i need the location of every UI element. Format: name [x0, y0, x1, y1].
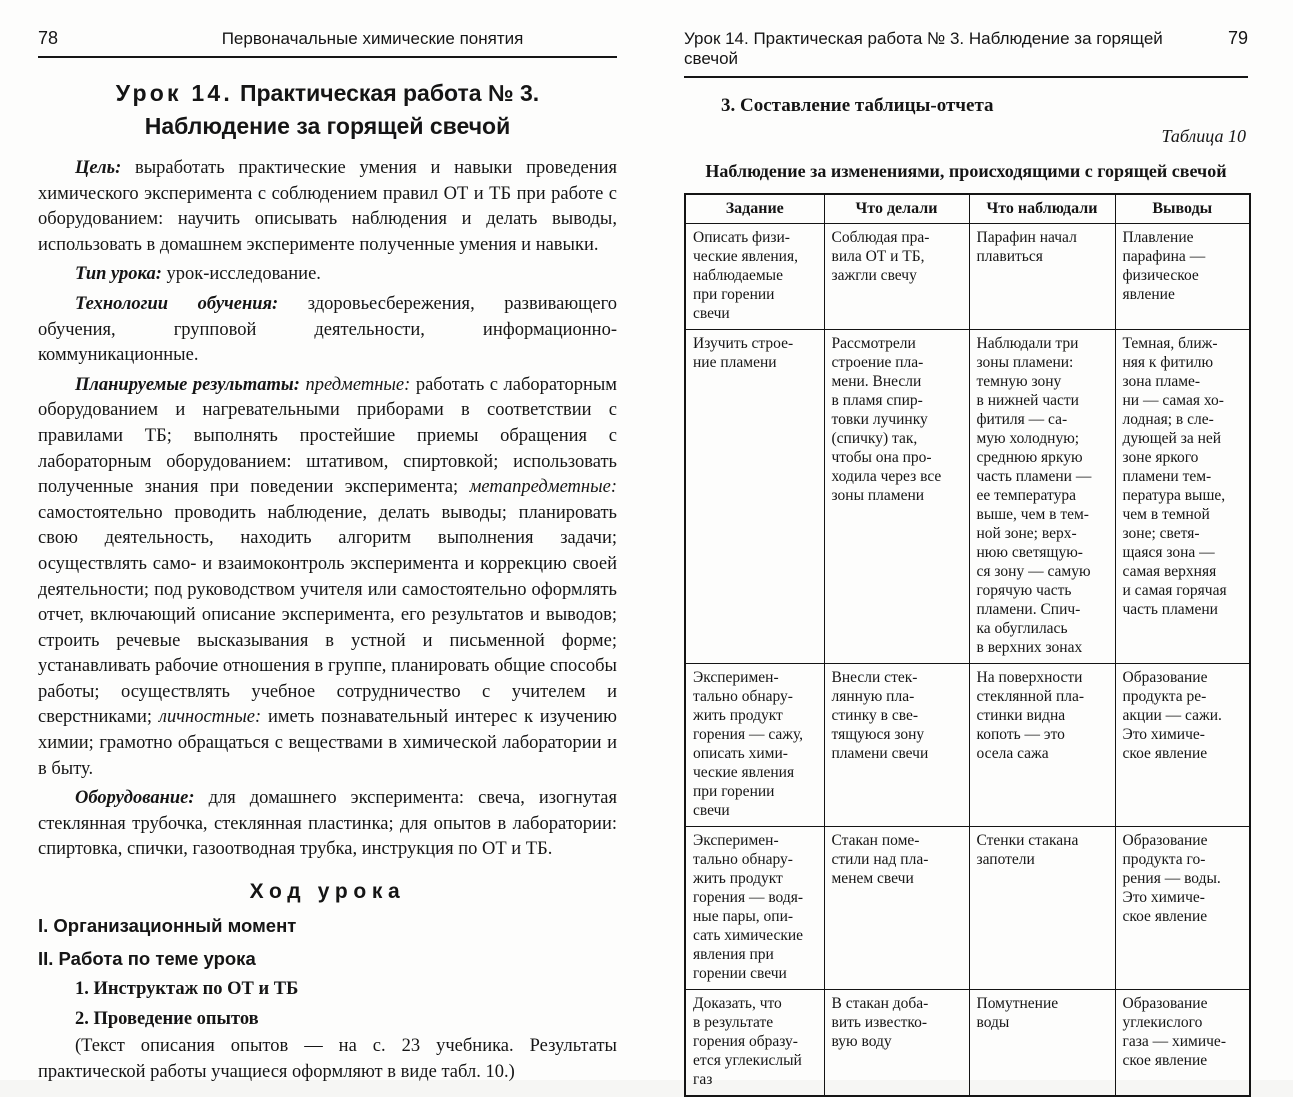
cell-observations: Парафин начал плавиться	[969, 224, 1115, 330]
planned-results-label: Планируемые результаты:	[75, 374, 300, 395]
meta-label: метапредметные:	[469, 477, 617, 498]
table-row	[685, 664, 1250, 827]
table-title: Наблюдение за изменениями, происходящими с горящей свечой	[705, 161, 1227, 181]
cell-actions: Внесли стек- лянную пла- стинку в све- тящуюся зону пламени свечи	[824, 664, 969, 827]
paragraph-technologies	[38, 292, 617, 369]
running-head-text: Первоначальные химические понятия	[221, 29, 524, 48]
table-row	[685, 224, 1250, 330]
column-header-task: Задание	[685, 194, 824, 224]
cell-conclusions: Образование продукта ре- акции — сажи. Это химиче- ское явление	[1115, 664, 1250, 827]
personal-text: иметь познавательный интерес к изучению химии; грамотно обращаться с веществами в химической лаборатории и в быту.	[38, 707, 617, 779]
personal-label: личностные:	[158, 707, 262, 728]
paragraph-lesson-type	[38, 262, 617, 288]
running-head-right	[684, 28, 1248, 78]
table-number-label: Таблица 10	[1161, 126, 1246, 146]
cell-task: Изучить строе- ние пламени	[685, 330, 824, 664]
technologies-label: Технологии обучения:	[75, 293, 279, 314]
section-organizational-moment: I. Организационный момент	[38, 915, 297, 937]
lesson-type-text: урок-исследование.	[166, 264, 321, 285]
column-header-actions: Что делали	[824, 194, 969, 224]
cell-actions: Стакан поме- стили над пла- менем свечи	[824, 827, 969, 990]
cell-task: Эксперимен- тально обнару- жить продукт горения — водя- ные пары, опи- сать химические явления при горении свечи	[685, 827, 824, 990]
observation-table	[684, 193, 1251, 1097]
subsection-safety-briefing: 1. Инструктаж по ОТ и ТБ	[75, 979, 299, 1000]
column-header-conclusions: Выводы	[1115, 194, 1250, 224]
table-header-row	[685, 194, 1250, 224]
equipment-label: Оборудование:	[75, 788, 195, 809]
cell-actions: В стакан доба- вить известко- вую воду	[824, 990, 969, 1097]
running-head-text: Урок 14. Практическая работа № 3. Наблюдение за горящей свечой	[684, 29, 1163, 68]
paragraph-note: (Текст описания опытов — на с. 23 учебника. Результаты практической работы учащиеся оформляют в виде табл. 10.)	[38, 1036, 617, 1082]
cell-observations: Помутнение воды	[969, 990, 1115, 1097]
technologies-text: здоровьесбережения, развивающего обучения, групповой деятельности, информационно-коммуникационные.	[38, 293, 617, 366]
running-head-left	[38, 28, 617, 58]
equipment-text: для домашнего эксперимента: свеча, изогнутая стеклянная трубочка, стеклянная пластинка; для опытов в лаборатории: спиртовка, спички, газоотводная трубка, инструкция по ОТ и ТБ.	[38, 788, 617, 860]
lesson-title-number: Урок 14.	[115, 80, 233, 106]
paragraph-planned-results	[38, 373, 617, 783]
paragraph-equipment	[38, 786, 617, 863]
cell-observations: Стенки стакана запотели	[969, 827, 1115, 990]
goal-label: Цель:	[75, 158, 122, 178]
cell-observations: На поверхности стеклянной пла- стинки видна копоть — это осела сажа	[969, 664, 1115, 827]
subject-label: предметные:	[305, 374, 411, 395]
table-row	[685, 330, 1250, 664]
cell-observations: Наблюдали три зоны пламени: темную зону в нижней части фитиля — са- мую холодную; среднюю яркую часть пламени — ее температура выше, чем в тем- ной зоне; верх- нюю светящую- ся зону — самую горячую часть пламени. Спич- ка обуглилась в верхних зонах	[969, 330, 1115, 664]
page-number: 79	[1227, 28, 1248, 48]
cell-conclusions: Образование углекислого газа — химиче- ское явление	[1115, 990, 1250, 1097]
table-row	[685, 827, 1250, 990]
cell-actions: Соблюдая пра- вила ОТ и ТБ, зажгли свечу	[824, 224, 969, 330]
cell-task: Описать физи- ческие явления, наблюдаемые при горении свечи	[685, 224, 824, 330]
table-row	[685, 990, 1250, 1097]
paragraph-goal	[38, 156, 617, 258]
subject-text: работать с лабораторным оборудованием и нагревательными приборами в соответствии с правилами ТБ; выполнять простейшие приемы обращения с лабораторным оборудованием: штативом, спиртовкой; использовать полученные знания при поведении эксперимента;	[38, 374, 617, 498]
cell-conclusions: Образование продукта го- рения — воды. Это химиче- ское явление	[1115, 827, 1250, 990]
cell-conclusions: Плавление парафина — физическое явление	[1115, 224, 1250, 330]
course-heading: Ход урока	[249, 880, 406, 904]
section-topic-work: II. Работа по теме урока	[38, 948, 256, 970]
lesson-title-rest: Практическая работа № 3.	[239, 80, 540, 106]
cell-task: Эксперимен- тально обнару- жить продукт горения — сажу, описать хими- ческие явления при горении свечи	[685, 664, 824, 827]
section-report-table: 3. Составление таблицы-отчета	[721, 95, 994, 116]
lesson-title-line2: Наблюдение за горящей свечой	[144, 113, 511, 139]
cell-actions: Рассмотрели строение пла- мени. Внесли в пламя спир- товки лучинку (спичку) так, чтобы она про- ходила через все зоны пламени	[824, 330, 969, 664]
meta-text: самостоятельно проводить наблюдение, делать выводы; планировать свою деятельность, находить алгоритм выполнения задачи; осуществлять само- и взаимоконтроль эксперимента и коррекцию своей деятельности; под руководством учителя или самостоятельно оформлять отчет, включающий описание эксперимента, его результатов и выводов; строить речевые высказывания в устной и письменной форме; устанавливать рабочие отношения в группе, планировать общие способы работы; осуществлять учебное сотрудничество с учителем и сверстниками;	[38, 502, 617, 728]
column-header-observations: Что наблюдали	[969, 194, 1115, 224]
page-number: 78	[38, 28, 59, 48]
cell-task: Доказать, что в результате горения образу- ется углекислый газ	[685, 990, 824, 1097]
goal-text: выработать практические умения и навыки проведения химического эксперимента с соблюдением правил ОТ и ТБ при работе с оборудованием: научить описывать наблюдения и делать выводы, использовать в домашнем эксперименте полученные умения и навыки.	[38, 158, 618, 255]
page-79	[647, 0, 1293, 1088]
lesson-type-label: Тип урока:	[75, 264, 162, 285]
page-78	[0, 0, 647, 1080]
cell-conclusions: Темная, ближ- няя к фитилю зона пламе- ни — самая хо- лодная; в сле- дующей за ней зоне яркого пламени тем- пература выше, чем в темной зоне; светя- щаяся зона — самая верхняя и самая горячая часть пламени	[1115, 330, 1250, 664]
lesson-title	[38, 77, 617, 143]
subsection-experiments: 2. Проведение опытов	[75, 1009, 259, 1030]
